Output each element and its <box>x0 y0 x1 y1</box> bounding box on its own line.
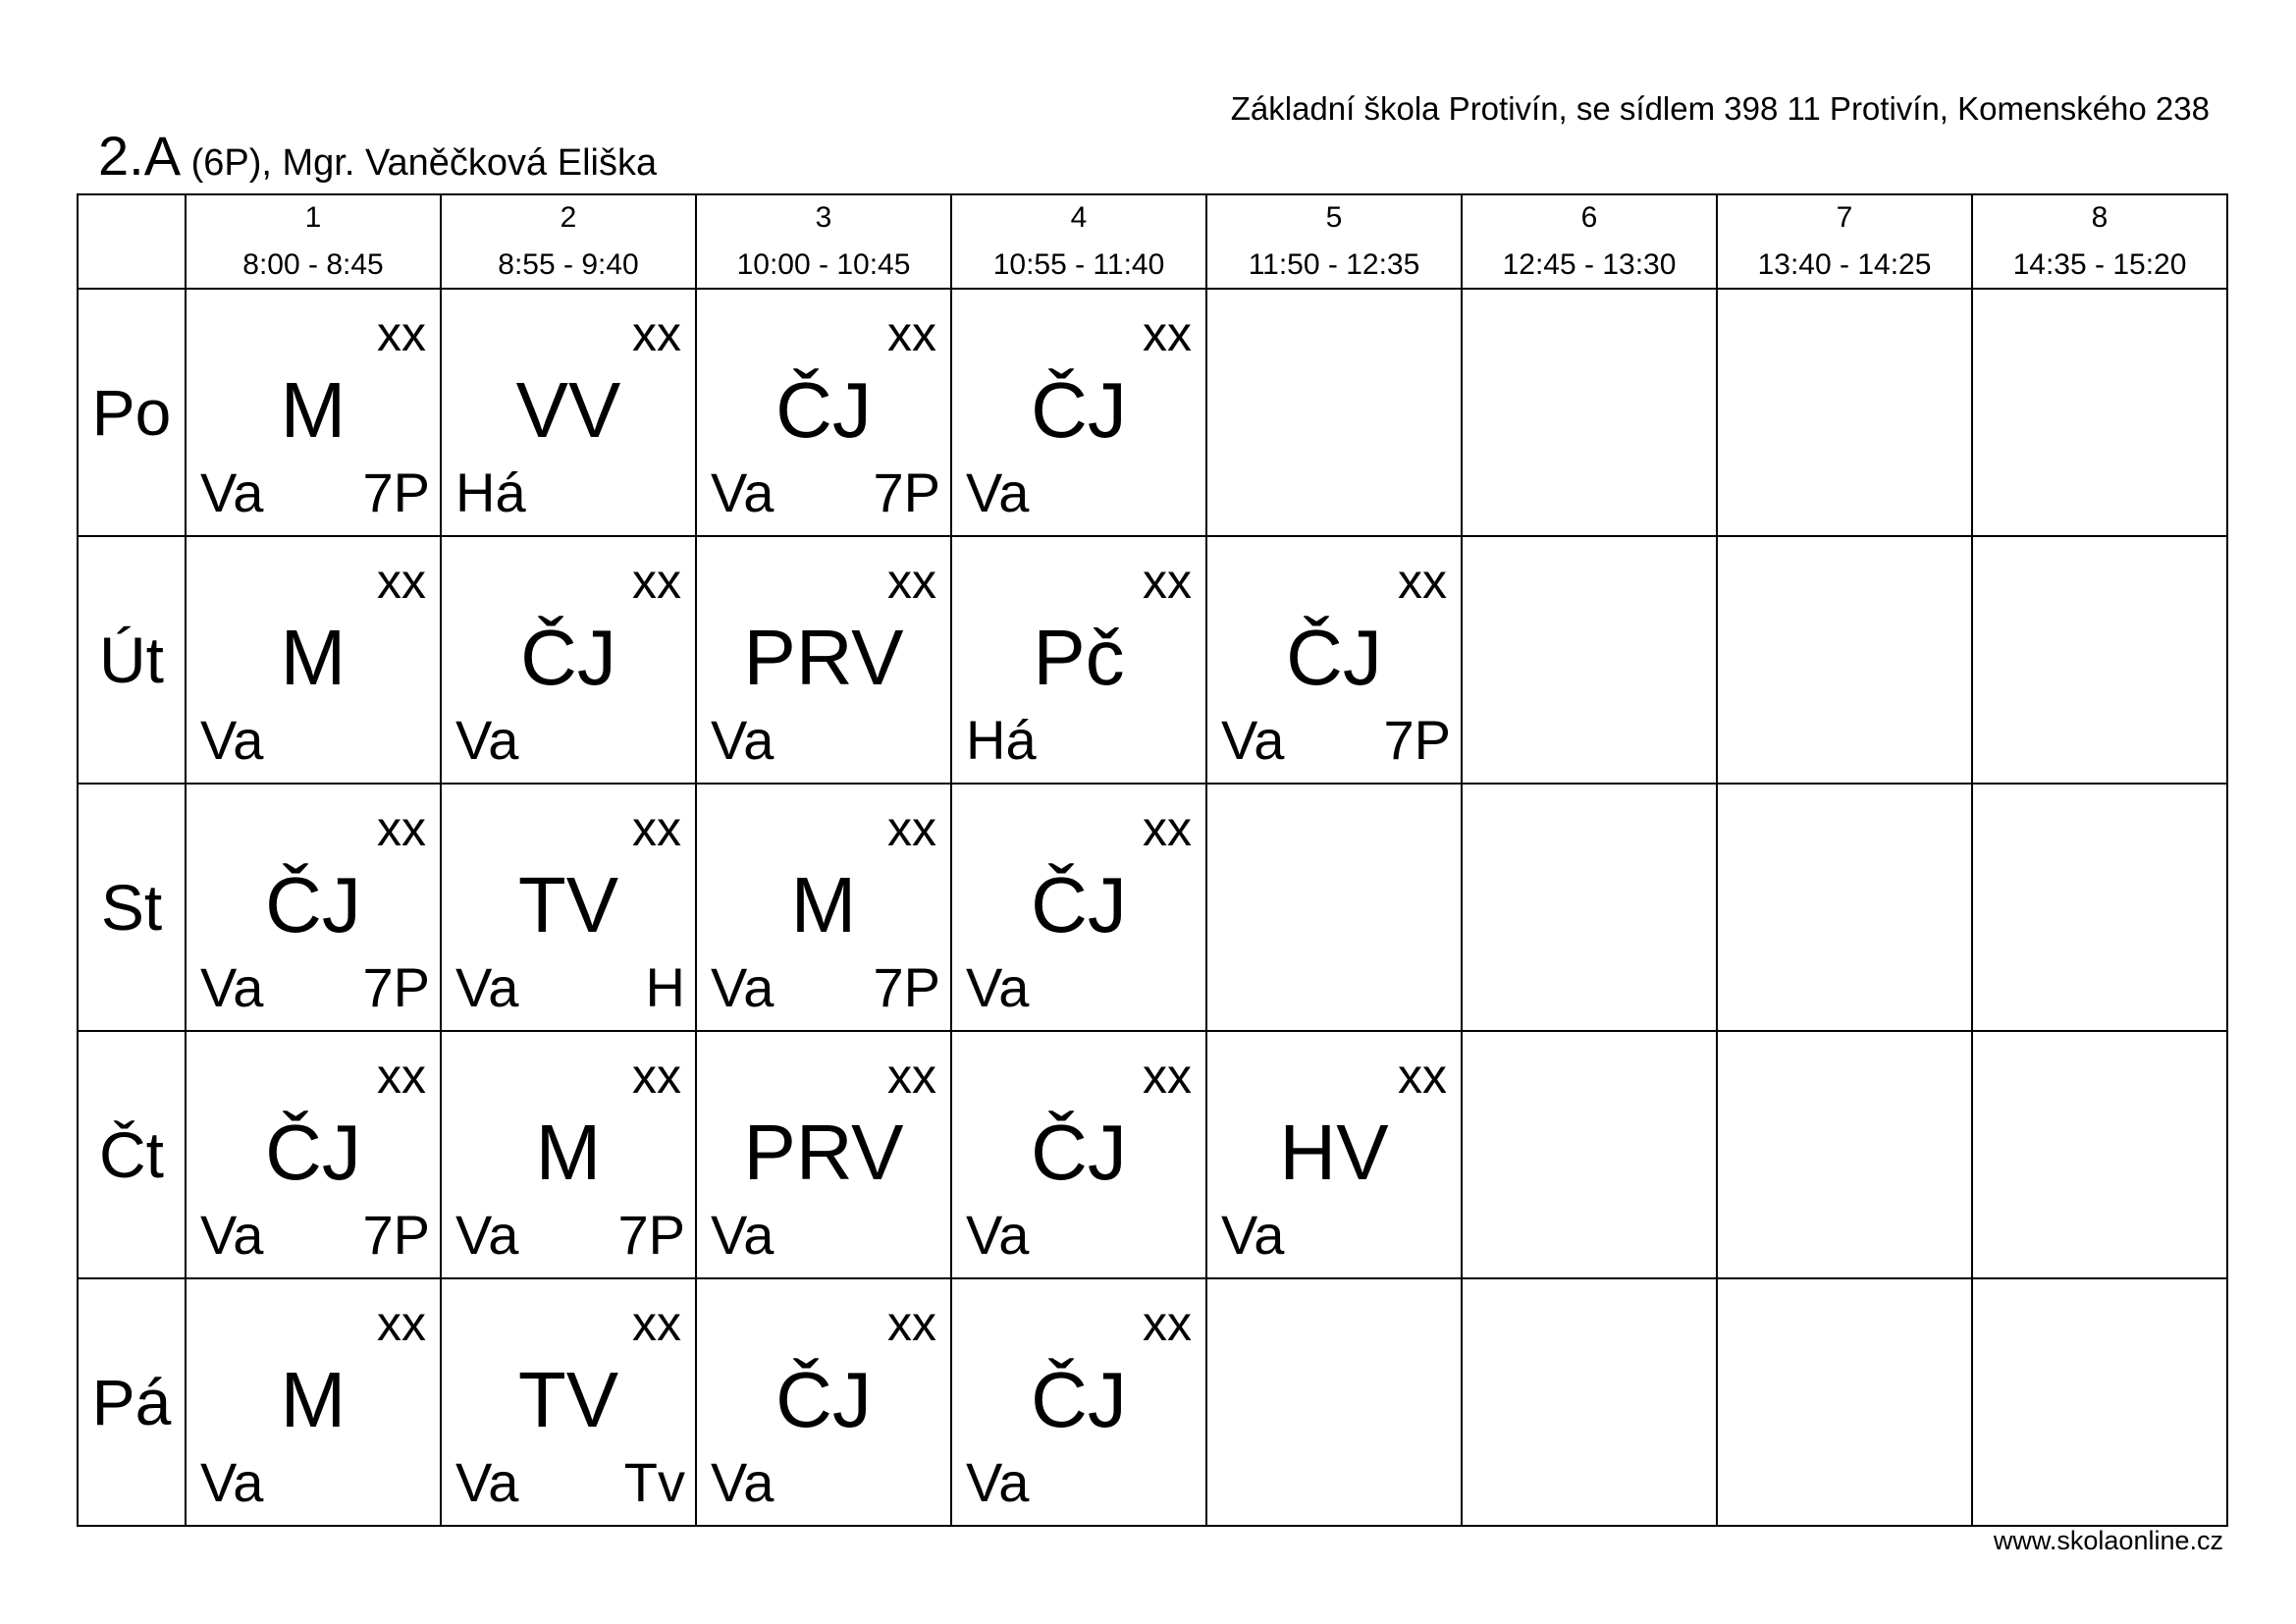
lesson-subject: ČJ <box>1031 861 1127 948</box>
lesson-group: xx <box>1398 1049 1447 1104</box>
period-time: 10:00 - 10:45 <box>736 248 911 281</box>
lesson-cell[interactable] <box>442 1279 697 1527</box>
day-label: Pá <box>79 1279 187 1527</box>
lesson-subject: PRV <box>743 614 904 701</box>
lesson-cell[interactable] <box>952 537 1207 785</box>
period-time: 14:35 - 15:20 <box>2012 248 2187 281</box>
lesson-teacher: Va <box>1221 1204 1285 1266</box>
lesson-subject: ČJ <box>265 861 361 948</box>
lesson-room: 7P <box>362 461 430 523</box>
lesson-teacher: Va <box>711 1204 774 1266</box>
period-time: 10:55 - 11:40 <box>992 248 1165 281</box>
lesson-group: xx <box>887 801 936 856</box>
period-number: 4 <box>1070 201 1088 234</box>
empty-cell <box>1718 537 1973 785</box>
lesson-cell[interactable] <box>442 785 697 1032</box>
lesson-subject: ČJ <box>520 614 616 701</box>
lesson-group: xx <box>377 1049 426 1104</box>
empty-cell <box>1207 785 1463 1032</box>
period-time: 13:40 - 14:25 <box>1757 248 1932 281</box>
lesson-cell[interactable] <box>187 290 442 537</box>
lesson-group: xx <box>377 1296 426 1351</box>
lesson-cell[interactable] <box>187 1279 442 1527</box>
page-title <box>98 126 657 201</box>
lesson-group: xx <box>632 801 681 856</box>
lesson-subject: Pč <box>1033 614 1125 701</box>
lesson-group: xx <box>887 306 936 361</box>
lesson-teacher: Va <box>966 1451 1030 1513</box>
empty-cell <box>1718 290 1973 537</box>
period-number: 8 <box>2091 201 2109 234</box>
footer-website: www.skolaonline.cz <box>1993 1526 2223 1555</box>
lesson-group: xx <box>1143 554 1192 609</box>
lesson-room: 7P <box>362 956 430 1018</box>
empty-cell <box>1973 1279 2228 1527</box>
lesson-subject: ČJ <box>1031 366 1127 454</box>
lesson-cell[interactable] <box>697 785 952 1032</box>
empty-cell <box>1973 1032 2228 1279</box>
corner-cell <box>79 195 187 290</box>
lesson-cell[interactable] <box>952 1032 1207 1279</box>
lesson-teacher: Va <box>711 956 774 1018</box>
lesson-cell[interactable] <box>187 1032 442 1279</box>
day-label: Čt <box>79 1032 187 1279</box>
class-name: 2.A <box>98 125 182 187</box>
lesson-teacher: Va <box>200 1204 264 1266</box>
lesson-cell[interactable] <box>952 1279 1207 1527</box>
lesson-cell[interactable] <box>697 1279 952 1527</box>
lesson-subject: VV <box>515 366 621 454</box>
lesson-teacher: Va <box>455 956 519 1018</box>
lesson-group: xx <box>1398 554 1447 609</box>
lesson-subject: HV <box>1279 1109 1389 1196</box>
empty-cell <box>1973 537 2228 785</box>
period-header-1 <box>187 195 442 290</box>
empty-cell <box>1718 1279 1973 1527</box>
lesson-group: xx <box>1143 1296 1192 1351</box>
lesson-teacher: Va <box>711 1451 774 1513</box>
empty-cell <box>1463 785 1718 1032</box>
lesson-group: xx <box>887 1049 936 1104</box>
lesson-subject: TV <box>517 861 619 948</box>
lesson-teacher: Va <box>200 461 264 523</box>
lesson-teacher: Va <box>455 1451 519 1513</box>
empty-cell <box>1463 537 1718 785</box>
period-number: 5 <box>1325 201 1343 234</box>
period-time: 8:00 - 8:45 <box>242 248 384 281</box>
lesson-group: xx <box>632 1049 681 1104</box>
school-address: Základní škola Protivín, se sídlem 398 11 Protivín, Komenského 238 <box>1230 90 2210 127</box>
lesson-room: 7P <box>873 956 940 1018</box>
lesson-group: xx <box>632 306 681 361</box>
empty-cell <box>1463 1032 1718 1279</box>
lesson-group: xx <box>887 1296 936 1351</box>
lesson-group: xx <box>632 1296 681 1351</box>
lesson-room: H <box>645 956 685 1018</box>
lesson-group: xx <box>1143 306 1192 361</box>
period-time: 12:45 - 13:30 <box>1502 248 1677 281</box>
day-label: St <box>79 785 187 1032</box>
empty-cell <box>1973 290 2228 537</box>
empty-cell <box>1463 1279 1718 1527</box>
lesson-teacher: Va <box>455 709 519 771</box>
lesson-cell[interactable] <box>1207 537 1463 785</box>
period-header-3 <box>697 195 952 290</box>
empty-cell <box>1973 785 2228 1032</box>
lesson-cell[interactable] <box>1207 1032 1463 1279</box>
lesson-group: xx <box>1143 801 1192 856</box>
lesson-cell[interactable] <box>697 537 952 785</box>
period-header-4 <box>952 195 1207 290</box>
lesson-room: 7P <box>1383 709 1451 771</box>
lesson-teacher: Va <box>711 461 774 523</box>
lesson-subject: ČJ <box>1286 614 1382 701</box>
lesson-subject: ČJ <box>1031 1356 1127 1443</box>
day-label: Po <box>79 290 187 537</box>
lesson-subject: M <box>535 1109 602 1196</box>
lesson-subject: ČJ <box>265 1109 361 1196</box>
lesson-teacher: Va <box>711 709 774 771</box>
lesson-subject: ČJ <box>775 1356 872 1443</box>
lesson-subject: M <box>280 1356 347 1443</box>
lesson-group: xx <box>1143 1049 1192 1104</box>
lesson-cell[interactable] <box>442 537 697 785</box>
lesson-teacher: Va <box>1221 709 1285 771</box>
lesson-cell[interactable] <box>442 1032 697 1279</box>
lesson-teacher: Há <box>455 461 526 523</box>
lesson-teacher: Va <box>200 956 264 1018</box>
empty-cell <box>1207 290 1463 537</box>
period-number: 3 <box>815 201 832 234</box>
lesson-teacher: Va <box>966 461 1030 523</box>
timetable-grid <box>77 193 2228 1527</box>
lesson-room: 7P <box>362 1204 430 1266</box>
lesson-teacher: Va <box>966 1204 1030 1266</box>
lesson-group: xx <box>887 554 936 609</box>
lesson-cell[interactable] <box>442 290 697 537</box>
lesson-cell[interactable] <box>187 785 442 1032</box>
lesson-cell[interactable] <box>697 1032 952 1279</box>
period-header-7 <box>1718 195 1973 290</box>
class-details: (6P), Mgr. Vaněčková Eliška <box>181 142 658 184</box>
lesson-group: xx <box>377 801 426 856</box>
period-time: 8:55 - 9:40 <box>498 248 639 281</box>
lesson-subject: ČJ <box>775 366 872 454</box>
lesson-cell[interactable] <box>697 290 952 537</box>
period-header-5 <box>1207 195 1463 290</box>
lesson-group: xx <box>377 554 426 609</box>
empty-cell <box>1207 1279 1463 1527</box>
lesson-teacher: Va <box>200 1451 264 1513</box>
lesson-teacher: Va <box>455 1204 519 1266</box>
lesson-subject: M <box>790 861 857 948</box>
period-header-6 <box>1463 195 1718 290</box>
empty-cell <box>1718 1032 1973 1279</box>
day-label: Út <box>79 537 187 785</box>
lesson-cell[interactable] <box>187 537 442 785</box>
lesson-subject: TV <box>517 1356 619 1443</box>
period-number: 2 <box>560 201 577 234</box>
period-number: 7 <box>1836 201 1853 234</box>
lesson-teacher: Va <box>200 709 264 771</box>
lesson-subject: PRV <box>743 1109 904 1196</box>
lesson-room: 7P <box>617 1204 685 1266</box>
lesson-subject: ČJ <box>1031 1109 1127 1196</box>
period-header-8 <box>1973 195 2228 290</box>
lesson-teacher: Há <box>966 709 1037 771</box>
empty-cell <box>1718 785 1973 1032</box>
lesson-subject: M <box>280 366 347 454</box>
lesson-cell[interactable] <box>952 290 1207 537</box>
lesson-room: Tv <box>623 1451 685 1513</box>
lesson-subject: M <box>280 614 347 701</box>
lesson-group: xx <box>632 554 681 609</box>
lesson-teacher: Va <box>966 956 1030 1018</box>
lesson-cell[interactable] <box>952 785 1207 1032</box>
period-number: 6 <box>1580 201 1598 234</box>
lesson-group: xx <box>377 306 426 361</box>
lesson-room: 7P <box>873 461 940 523</box>
empty-cell <box>1463 290 1718 537</box>
period-time: 11:50 - 12:35 <box>1248 248 1420 281</box>
period-header-2 <box>442 195 697 290</box>
period-number: 1 <box>304 201 322 234</box>
